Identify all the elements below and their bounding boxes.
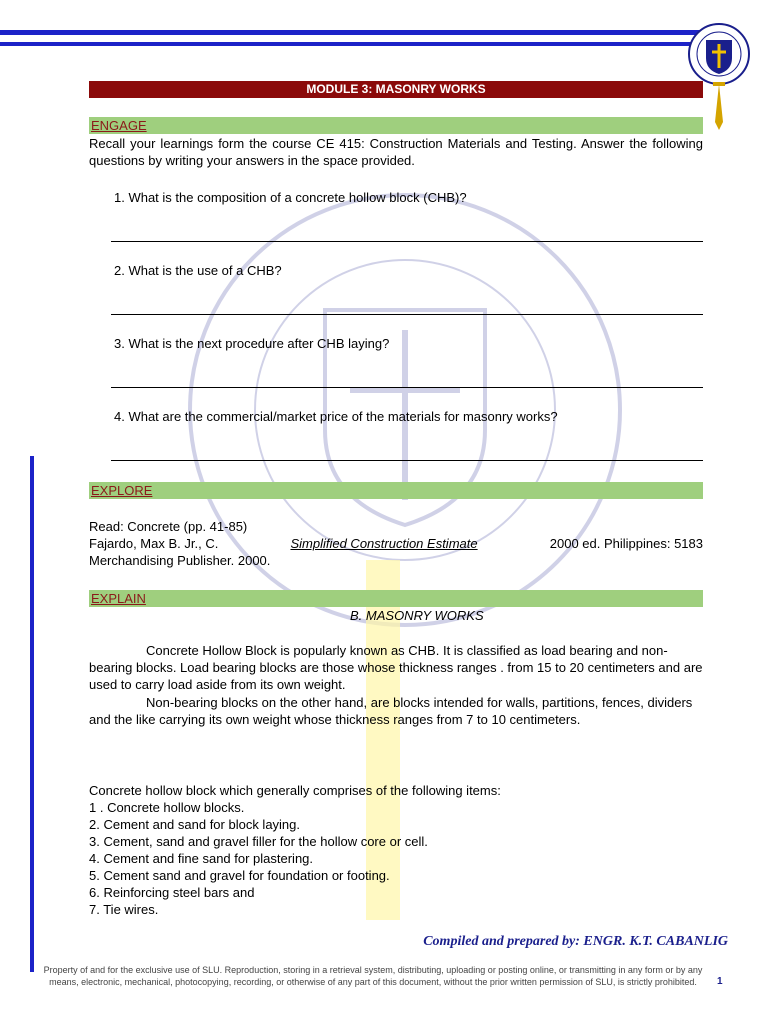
copyright-footer: Property of and for the exclusive use of SLU. Reproduction, storing in a retrieval system, distributing, uploading or posting online, or transmitting in any form or by any means, electronic, mechanical, photocopying, recording, or otherwise of any part of this document, without the prior written permission of SLU, is strictly prohibited. bbox=[43, 965, 703, 987]
header-rule-bottom bbox=[0, 42, 700, 46]
answer-line-4 bbox=[111, 460, 703, 461]
explore-section-bar bbox=[89, 482, 703, 499]
page-number: 1 bbox=[717, 976, 723, 987]
explain-list-intro: Concrete hollow block which generally comprises of the following items: bbox=[89, 783, 501, 798]
list-item-4: 4. Cement and fine sand for plastering. bbox=[89, 851, 314, 866]
header-rule-top bbox=[0, 30, 700, 35]
citation-rest: 2000 ed. Philippines: 5183 bbox=[549, 536, 703, 551]
engage-intro: Recall your learnings form the course CE 415: Construction Materials and Testing. Answer the following questions by writing your answers in the space provided. bbox=[89, 136, 703, 168]
answer-line-3 bbox=[111, 387, 703, 388]
compiled-by-credit: Compiled and prepared by: ENGR. K.T. CABANLIG bbox=[423, 934, 728, 949]
list-item-3: 3. Cement, sand and gravel filler for the hollow core or cell. bbox=[89, 834, 428, 849]
citation-title: Simplified Construction Estimate bbox=[290, 536, 478, 551]
question-1: 1. What is the composition of a concrete hollow block (CHB)? bbox=[114, 190, 467, 205]
explain-subtitle: B. MASONRY WORKS bbox=[350, 608, 484, 623]
explain-paragraph-2: Non-bearing blocks on the other hand, are blocks intended for walls, partitions, fences, dividers and the like carrying its own weight whose thickness ranges from 7 to 10 centimeters. bbox=[89, 695, 693, 727]
explain-heading: EXPLAIN bbox=[91, 591, 146, 606]
engage-heading: ENGAGE bbox=[91, 118, 147, 133]
explore-citation-line2: Merchandising Publisher. 2000. bbox=[89, 553, 271, 568]
explain-section-bar bbox=[89, 590, 703, 607]
explain-paragraph-1: Concrete Hollow Block is popularly known as CHB. It is classified as load bearing and non-bearing blocks. Load bearing blocks are those whose thickness ranges . from 15 to 20 centimeters and are used to carry load aside from its own weight. bbox=[89, 643, 703, 692]
question-2: 2. What is the use of a CHB? bbox=[114, 263, 282, 278]
list-item-5: 5. Cement sand and gravel for foundation or footing. bbox=[89, 868, 390, 883]
answer-line-2 bbox=[111, 314, 703, 315]
answer-line-1 bbox=[111, 241, 703, 242]
engage-section-bar bbox=[89, 117, 703, 134]
explore-heading: EXPLORE bbox=[91, 483, 153, 498]
explore-citation-line1 bbox=[89, 535, 703, 552]
list-item-7: 7. Tie wires. bbox=[89, 902, 159, 917]
list-item-1: 1 . Concrete hollow blocks. bbox=[89, 800, 245, 815]
question-3: 3. What is the next procedure after CHB laying? bbox=[114, 336, 390, 351]
explore-read: Read: Concrete (pp. 41-85) bbox=[89, 519, 248, 534]
question-4: 4. What are the commercial/market price of the materials for masonry works? bbox=[114, 409, 558, 424]
citation-author: Fajardo, Max B. Jr., C. bbox=[89, 536, 219, 551]
module-title: MODULE 3: MASONRY WORKS bbox=[89, 81, 703, 98]
list-item-6: 6. Reinforcing steel bars and bbox=[89, 885, 255, 900]
university-seal-logo bbox=[684, 12, 754, 132]
list-item-2: 2. Cement and sand for block laying. bbox=[89, 817, 301, 832]
left-margin-rule bbox=[30, 456, 34, 972]
